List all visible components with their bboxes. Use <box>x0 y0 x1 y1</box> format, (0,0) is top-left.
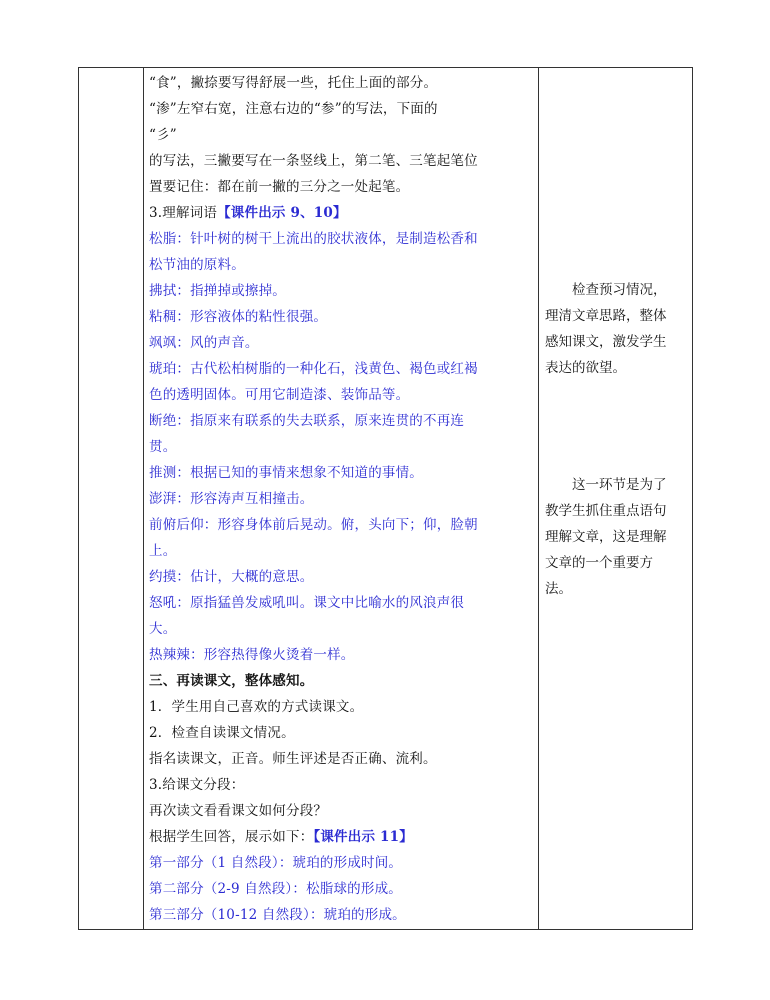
vocab-heading-row <box>149 200 534 226</box>
note-line: 理清文章思路，整体 <box>545 308 667 324</box>
note-line: 教学生抓住重点语句 <box>545 503 667 519</box>
vocab-line: 怒吼：原指猛兽发威吼叫。课文中比喻水的风浪声很 <box>149 595 465 611</box>
stroke-note: 的写法，三撇要写在一条竖线上，第二笔、三笔起笔位 <box>149 153 478 169</box>
note-line: 文章的一个重要方 <box>545 555 653 571</box>
vocab-line: 热辣辣：形容热得像火烫着一样。 <box>149 647 355 663</box>
vocab-line: 推测：根据已知的事情来想象不知道的事情。 <box>149 465 423 481</box>
vocab-line: 澎湃：形容涛声互相撞击。 <box>149 491 314 507</box>
vocab-line: 约摸：估计，大概的意思。 <box>149 569 314 585</box>
vocab-line: 松节油的原料。 <box>149 257 245 273</box>
column-divider <box>143 68 144 929</box>
stroke-note: “渗”左窄右宽，注意右边的“参”的写法，下面的 <box>149 101 438 117</box>
paragraph-part: 第二部分（2-9 自然段）：松脂球的形成。 <box>149 881 402 897</box>
note-line: 检查预习情况， <box>572 282 667 298</box>
stroke-note: “食”，撇捺要写得舒展一些，托住上面的部分。 <box>149 75 438 91</box>
vocab-line: 飒飒：风的声音。 <box>149 335 259 351</box>
design-note-preview <box>545 277 687 381</box>
step-line: 2．检查自读课文情况。 <box>149 725 295 741</box>
vocab-heading: 3.理解词语 <box>149 205 218 221</box>
vocab-line: 粘稠：形容液体的粘性很强。 <box>149 309 328 325</box>
note-line: 法。 <box>545 581 572 597</box>
vocab-line: 断绝：指原来有联系的失去联系，原来连贯的不再连 <box>149 413 465 429</box>
section-title: 三、再读课文，整体感知。 <box>149 673 314 689</box>
vocab-line: 色的透明固体。可用它制造漆、装饰品等。 <box>149 387 410 403</box>
stroke-note: “彡” <box>149 127 177 143</box>
note-line: 这一环节是为了 <box>572 477 667 493</box>
answer-intro: 根据学生回答，展示如下： <box>149 829 314 845</box>
step-line: 再次读文看看课文如何分段？ <box>149 803 328 819</box>
column-divider <box>538 68 539 929</box>
courseware-tag: 【课件出示 9、10】 <box>217 205 347 221</box>
note-line: 表达的欲望。 <box>545 360 626 376</box>
vocab-line: 琥珀：古代松柏树脂的一种化石，浅黄色、褐色或红褐 <box>149 361 478 377</box>
note-line: 理解文章，这是理解 <box>545 529 667 545</box>
vocab-line: 上。 <box>149 543 177 559</box>
vocab-line: 贯。 <box>149 439 177 455</box>
stroke-note: 置要记住：都在前一撇的三分之一处起笔。 <box>149 179 410 195</box>
lesson-plan-table <box>78 67 693 930</box>
paragraph-part: 第一部分（1 自然段）：琥珀的形成时间。 <box>149 855 403 871</box>
answer-intro-row <box>149 824 534 850</box>
vocab-line: 前俯后仰：形容身体前后晃动。俯，头向下；仰，脸朝 <box>149 517 478 533</box>
teaching-process-cell <box>149 68 534 928</box>
note-line: 感知课文，激发学生 <box>545 334 667 350</box>
step-line: 1．学生用自己喜欢的方式读课文。 <box>149 699 364 715</box>
courseware-tag: 【课件出示 11】 <box>313 829 413 845</box>
paragraph-part: 第三部分（10-12 自然段）：琥珀的形成。 <box>149 907 406 923</box>
vocab-line: 拂拭：指掸掉或擦掉。 <box>149 283 286 299</box>
vocab-line: 大。 <box>149 621 177 637</box>
vocab-line: 松脂：针叶树的树干上流出的胶状液体，是制造松香和 <box>149 231 478 247</box>
design-note-key-sentences <box>545 472 687 602</box>
step-line: 3.给课文分段： <box>149 777 245 793</box>
step-line: 指名读课文，正音。师生评述是否正确、流利。 <box>149 751 437 767</box>
